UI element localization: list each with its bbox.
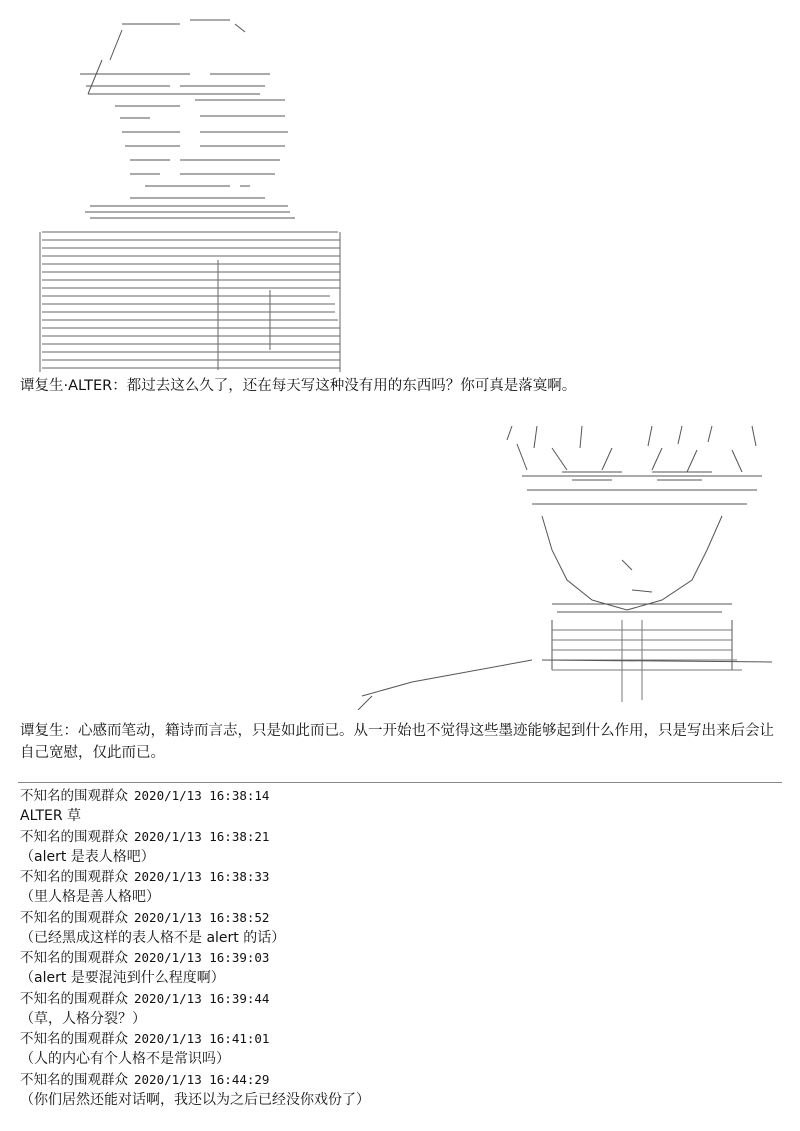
comment-time: 2020/1/13 16:38:14: [134, 788, 270, 803]
comment-user: 不知名的围观群众: [20, 1071, 128, 1088]
dialogue-text: ：心感而笔动，籍诗而言志，只是如此而已。从一开始也不觉得这些墨迹能够起到什么作用，只是写出来后会让自己宽慰，仅此而已。: [20, 723, 774, 761]
comment-item: [20, 1029, 780, 1070]
comment-user: 不知名的围观群众: [20, 990, 128, 1007]
comment-text: （已经黑成这样的表人格不是 alert 的话）: [20, 929, 286, 946]
comment-text: （里人格是善人格吧）: [20, 889, 160, 905]
comment-text: （你们居然还能对话啊，我还以为之后已经没你戏份了）: [20, 1091, 370, 1108]
comment-time: 2020/1/13 16:38:52: [134, 909, 270, 925]
comment-time: 2020/1/13 16:39:03: [134, 950, 270, 965]
speaker-name: 谭复生: [20, 723, 64, 739]
comment-item: [20, 867, 780, 908]
comment-user: 不知名的围观群众: [20, 1031, 128, 1047]
comment-item: [20, 908, 780, 949]
comment-user: 不知名的围观群众: [20, 788, 128, 804]
comment-time: 2020/1/13 16:41:01: [134, 1031, 270, 1046]
dialogue-line-alter: [20, 376, 576, 396]
comment-text: （草，人格分裂？）: [20, 1010, 146, 1027]
comment-item: [20, 786, 780, 827]
comment-user: 不知名的围观群众: [20, 909, 128, 926]
comment-list: [20, 786, 780, 1110]
comment-time: 2020/1/13 16:39:44: [134, 990, 270, 1006]
comment-time: 2020/1/13 16:44:29: [134, 1071, 270, 1087]
comment-time: 2020/1/13 16:38:33: [134, 869, 270, 884]
comment-item: [20, 989, 780, 1030]
comment-item: [20, 1070, 780, 1111]
comment-text: （alert 是要混沌到什么程度啊）: [20, 970, 225, 986]
comment-user: 不知名的围观群众: [20, 869, 128, 885]
ascii-art-figure-tan-fusheng: [352, 420, 792, 710]
comment-text: （alert 是表人格吧）: [20, 848, 155, 865]
dialogue-text: ：都过去这么久了，还在每天写这种没有用的东西吗？你可真是落寞啊。: [112, 378, 577, 394]
comment-time: 2020/1/13 16:38:21: [134, 828, 270, 844]
speaker-name: 谭复生·ALTER: [20, 378, 113, 394]
comment-item: [20, 948, 780, 989]
comment-item: [20, 827, 780, 868]
dialogue-line-tan: [20, 720, 784, 764]
comment-text: （人的内心有个人格不是常识吗）: [20, 1051, 230, 1067]
ascii-art-figure-alter: [30, 10, 350, 375]
comment-text: ALTER 草: [20, 808, 82, 824]
comments-divider: [18, 782, 782, 783]
comment-user: 不知名的围观群众: [20, 950, 128, 966]
comment-user: 不知名的围观群众: [20, 828, 128, 845]
